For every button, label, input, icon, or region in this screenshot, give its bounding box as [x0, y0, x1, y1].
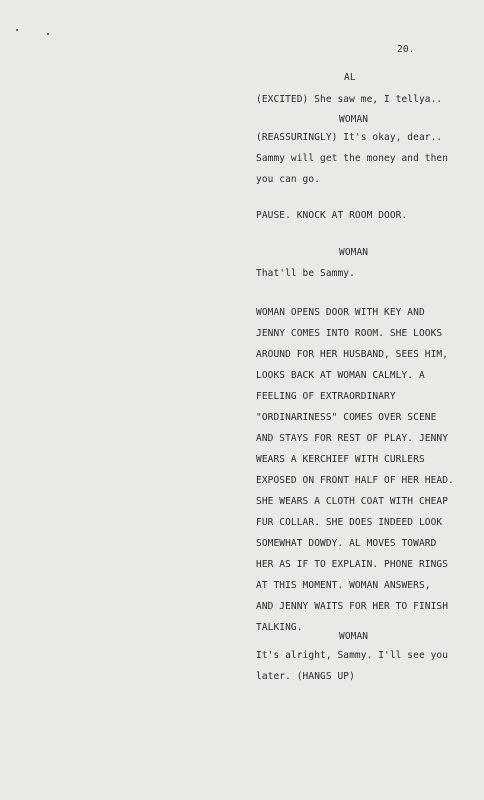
dialogue-line: That'll be Sammy. [256, 268, 355, 279]
speaker-woman: WOMAN [339, 247, 369, 258]
page-number: 20. [397, 44, 415, 55]
speaker-woman: WOMAN [339, 631, 369, 642]
dialogue-line: you can go. [256, 174, 321, 185]
stage-direction-line: FEELING OF EXTRAORDINARY [256, 391, 396, 402]
stage-direction-line: AND STAYS FOR REST OF PLAY. JENNY [256, 433, 449, 444]
dialogue-line: (REASSURINGLY) It's okay, dear.. [256, 132, 443, 143]
dialogue-line: It's alright, Sammy. I'll see you [256, 650, 449, 661]
stage-direction-line: JENNY COMES INTO ROOM. SHE LOOKS [256, 328, 443, 339]
stage-direction-line: TALKING. [256, 622, 303, 633]
dialogue-line: Sammy will get the money and then [256, 153, 449, 164]
stage-direction-line: SOMEWHAT DOWDY. AL MOVES TOWARD [256, 538, 437, 549]
speaker-woman: WOMAN [339, 114, 369, 125]
stage-direction-line: "ORDINARINESS" COMES OVER SCENE [256, 412, 437, 423]
stage-direction-line: WOMAN OPENS DOOR WITH KEY AND [256, 307, 425, 318]
stage-direction-line: AND JENNY WAITS FOR HER TO FINISH [256, 601, 449, 612]
stage-pause: PAUSE. KNOCK AT ROOM DOOR. [256, 210, 408, 221]
stage-direction-line: SHE WEARS A CLOTH COAT WITH CHEAP [256, 496, 449, 507]
stage-direction-line: WEARS A KERCHIEF WITH CURLERS [256, 454, 425, 465]
paper-speck [16, 29, 18, 31]
stage-direction-line: HER AS IF TO EXPLAIN. PHONE RINGS [256, 559, 449, 570]
speaker-al: AL [344, 72, 356, 83]
stage-direction-line: EXPOSED ON FRONT HALF OF HER HEAD. [256, 475, 454, 486]
stage-direction-line: AROUND FOR HER HUSBAND, SEES HIM, [256, 349, 449, 360]
stage-direction-line: FUR COLLAR. SHE DOES INDEED LOOK [256, 517, 443, 528]
stage-direction-line: LOOKS BACK AT WOMAN CALMLY. A [256, 370, 425, 381]
stage-direction-line: AT THIS MOMENT. WOMAN ANSWERS, [256, 580, 431, 591]
dialogue-line: later. (HANGS UP) [256, 671, 355, 682]
paper-speck [47, 33, 49, 35]
dialogue-line: (EXCITED) She saw me, I tellya.. [256, 94, 443, 105]
